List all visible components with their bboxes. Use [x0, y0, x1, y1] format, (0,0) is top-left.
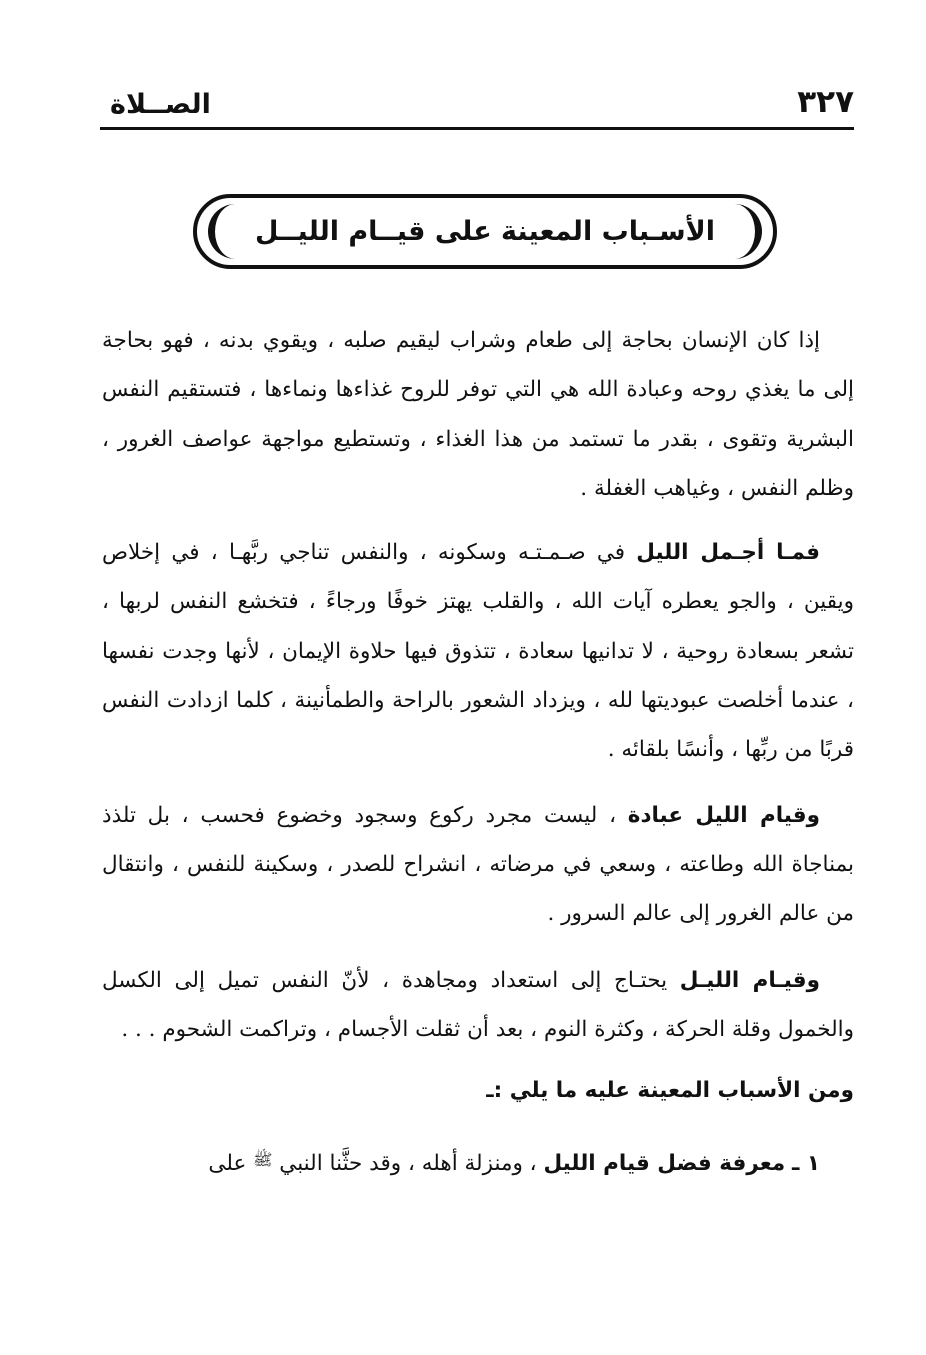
list-item-text: ، ومنزلة أهله ، وقد حثَّنا النبي [272, 1151, 544, 1177]
paragraph-night-beauty [102, 528, 854, 774]
paragraph-lead: وقيام الليل عبادة [627, 802, 821, 828]
causes-subheading: ومن الأسباب المعينة عليه ما يلي :ـ [486, 1078, 854, 1104]
paragraph-lead: وقيـام الليـل [679, 967, 820, 993]
chapter-title: الصــلاة [110, 89, 211, 120]
list-item [102, 1135, 854, 1188]
body-text [102, 316, 854, 1189]
section-title: الأسـباب المعينة على قيــام الليــل [254, 216, 716, 247]
paragraph-night-worship [102, 791, 854, 939]
paragraph-text: في صـمـتـه وسكونه ، والنفس تناجي ربَّهـا ، في إخلاص ويقين ، والجو يعطره آيات الله ، والقلب يهتز خوفًا ورجاءً ، فتخشع النفس لربها ، تشعر بسعادة روحية ، لا تدانيها سعادة ، تتذوق فيها حلاوة الإيمان ، لأنها وجدت نفسها ، عندما أخلصت عبوديتها لله ، ويزداد الشعور بالراحة والطمأنينة ، كلما ازدادت النفس قربًا من ربِّها ، وأنسًا بلقائه . [102, 540, 854, 763]
paragraph-intro [102, 316, 854, 513]
list-item-tail: على [208, 1151, 254, 1177]
list-item-lead: معرفة فضل قيام الليل [543, 1151, 786, 1177]
paragraph-text: يحتـاج إلى استعداد ومجاهدة ، لأنّ النفس تميل إلى الكسل والخمول وقلة الحركة ، وكثرة النوم ، بعد أن ثقلت الأجسام ، وتراكمت الشحوم . . . [102, 967, 854, 1042]
paragraph-text: ، ليست مجرد ركوع وسجود وخضوع فحسب ، بل تلذذ بمناجاة الله وطاعته ، وسعي في مرضاته ، انشراح للصدر ، وسكينة للنفس ، وانتقال من عالم الغرور إلى عالم السرور . [102, 802, 854, 927]
header-divider [100, 127, 854, 130]
honorific-symbol: ﷺ [253, 1150, 273, 1170]
paragraph-night-effort [102, 956, 854, 1055]
list-item-number: ١ ـ [792, 1151, 820, 1177]
paragraph-lead: فمـا أجـمل الليل [636, 540, 820, 566]
paragraph-text: إذا كان الإنسان بحاجة إلى طعام وشراب ليقيم صلبه ، ويقوي بدنه ، فهو بحاجة إلى ما يغذي روحه وعبادة الله هي التي توفر للروح غذاءها ونماءها ، فتستقيم النفس البشرية وتقوى ، بقدر ما تستمد من هذا الغذاء ، وتستطيع مواجهة عواصف الغرور ، وظلم النفس ، وغياهب الغفلة . [102, 328, 854, 501]
page-header [110, 70, 854, 118]
page-number: ٣٢٧ [797, 84, 854, 120]
